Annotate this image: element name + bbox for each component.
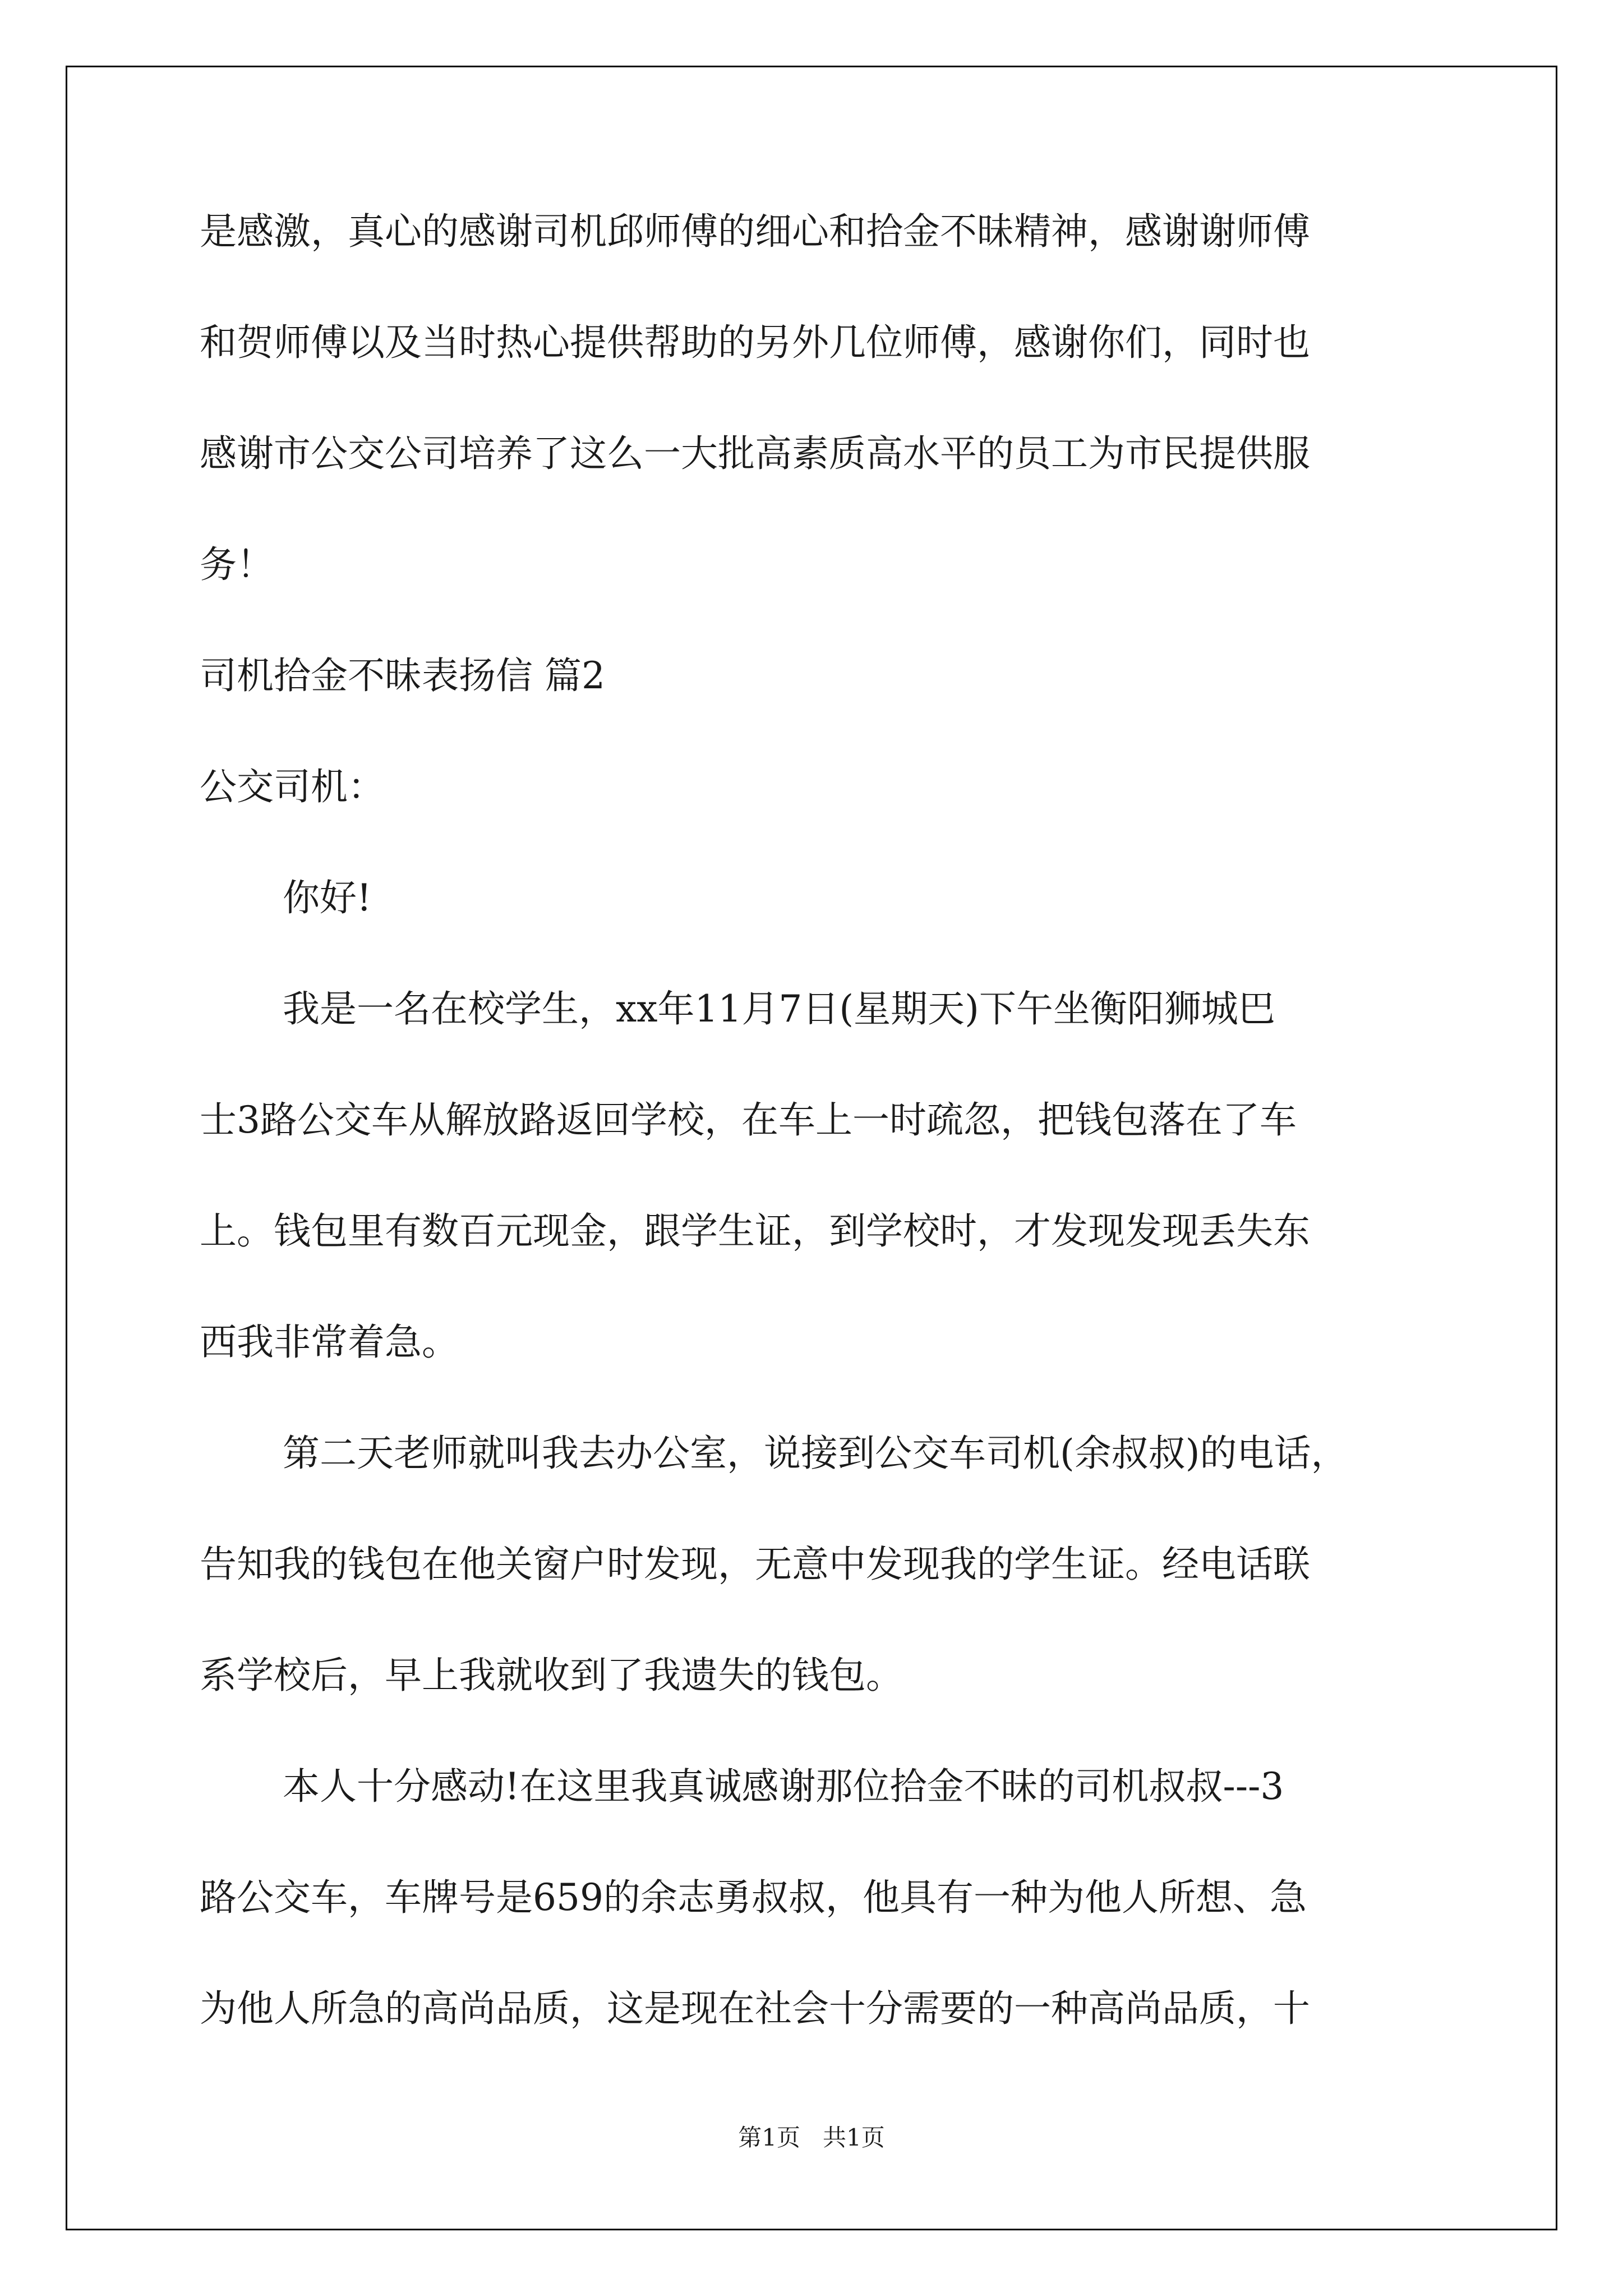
paragraph-1-line-4: 西我非常着急。 xyxy=(200,1320,459,1364)
document-body xyxy=(200,210,1433,2101)
paragraph-3-line-1: 本人十分感动!在这里我真诚感谢那位拾金不昧的司机叔叔---3 xyxy=(283,1765,1284,1808)
page-number-footer: 第1页 共1页 xyxy=(738,2124,885,2151)
paragraph-2-line-1: 第二天老师就叫我去办公室，说接到公交车司机(余叔叔)的电话， xyxy=(283,1432,1348,1475)
paragraph-1-line-1: 我是一名在校学生，xx年11月7日(星期天)下午坐衡阳狮城巴 xyxy=(283,987,1275,1030)
body-line-4: 务！ xyxy=(200,543,274,586)
body-line-2: 和贺师傅以及当时热心提供帮助的另外几位师傅，感谢你们，同时也 xyxy=(200,321,1310,364)
section-heading: 司机拾金不昧表扬信 篇2 xyxy=(200,654,605,697)
paragraph-1-line-2: 士3路公交车从解放路返回学校，在车上一时疏忽，把钱包落在了车 xyxy=(200,1098,1297,1142)
body-line-3: 感谢市公交公司培养了这么一大批高素质高水平的员工为市民提供服 xyxy=(200,432,1310,475)
greeting: 你好! xyxy=(283,876,372,919)
paragraph-3-line-2: 路公交车，车牌号是659的余志勇叔叔，他具有一种为他人所想、急 xyxy=(200,1876,1307,1919)
paragraph-3-line-3: 为他人所急的高尚品质，这是现在社会十分需要的一种高尚品质，十 xyxy=(200,1987,1310,2030)
salutation: 公交司机： xyxy=(200,765,385,808)
paragraph-2-line-3: 系学校后，早上我就收到了我遗失的钱包。 xyxy=(200,1654,903,1697)
paragraph-2-line-2: 告知我的钱包在他关窗户时发现，无意中发现我的学生证。经电话联 xyxy=(200,1543,1310,1586)
body-line-1: 是感激，真心的感谢司机邱师傅的细心和拾金不昧精神，感谢谢师傅 xyxy=(200,210,1310,253)
paragraph-1-line-3: 上。钱包里有数百元现金，跟学生证，到学校时，才发现发现丢失东 xyxy=(200,1209,1310,1253)
